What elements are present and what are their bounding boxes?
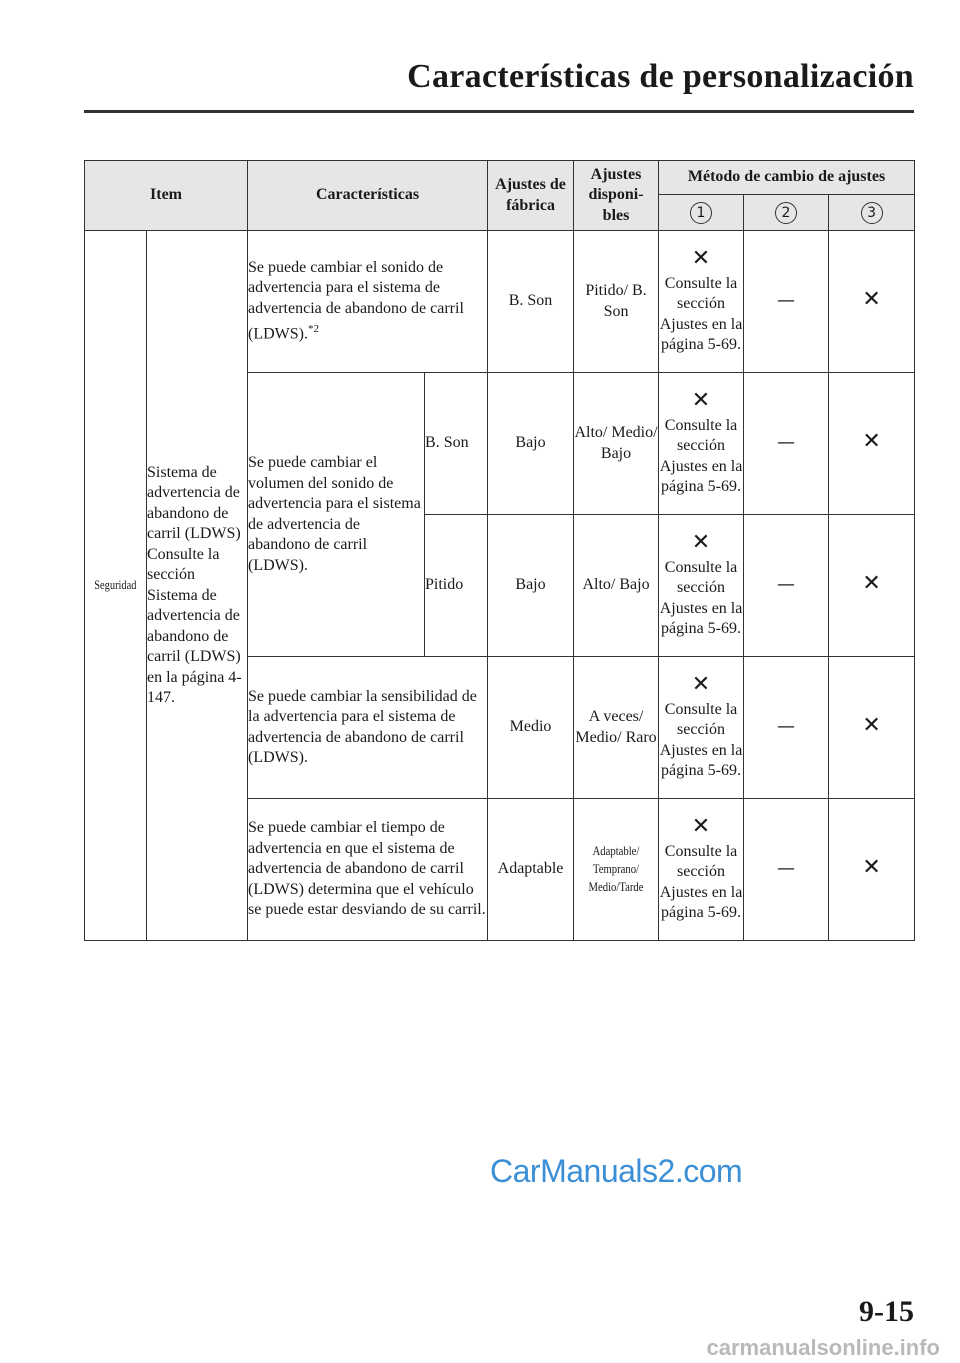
cross-icon: ✕ — [691, 529, 711, 555]
header-item: Item — [85, 161, 248, 231]
feature-cell: Se puede cambiar el volumen del sonido de advertencia para el sistema de advertencia de abandono de carril (LDWS). — [248, 373, 425, 657]
factory-cell: B. Son — [488, 231, 574, 373]
cross-icon: ✕ — [691, 387, 711, 413]
method-2-cell — [744, 373, 829, 515]
method-2-cell — [744, 515, 829, 657]
method-1-text: Consulte la sección Ajustes en la página 5-69. — [659, 558, 743, 637]
cross-icon: ✕ — [691, 245, 711, 271]
category-cell — [85, 231, 147, 941]
method-1-cell — [659, 657, 744, 799]
available-cell: Pitido/ B. Son — [574, 231, 659, 373]
header-ajustes-fabrica: Ajustes de fábrica — [488, 161, 574, 231]
available-text: Adaptable/ Temprano/ Medio/Tarde — [588, 842, 644, 894]
factory-cell: Medio — [488, 657, 574, 799]
dash-icon: — — [777, 857, 796, 879]
header-method-2 — [744, 195, 829, 231]
method-1-cell — [659, 231, 744, 373]
available-cell: Alto/ Bajo — [574, 515, 659, 657]
method-2-cell — [744, 799, 829, 941]
subtype-cell: Pitido — [425, 515, 488, 657]
footer-watermark: carmanualsonline.info — [706, 1335, 940, 1360]
title-divider — [84, 110, 914, 113]
method-1-cell — [659, 799, 744, 941]
feature-text: Se puede cambiar el sonido de advertencia para el sistema de advertencia de abandono de carril (LDWS). — [248, 258, 464, 343]
dash-icon: — — [777, 431, 796, 453]
feature-cell: Se puede cambiar el tiempo de advertencia en que el sistema de advertencia de abandono de carril (LDWS) determina que el vehículo se puede estar desviando de su carril. — [248, 799, 488, 941]
method-1-text: Consulte la sección Ajustes en la página 5-69. — [659, 842, 743, 921]
feature-cell — [248, 231, 488, 373]
circled-three-icon: 3 — [861, 202, 883, 224]
cross-icon: ✕ — [862, 429, 881, 455]
cross-icon: ✕ — [862, 855, 881, 881]
cross-icon: ✕ — [862, 713, 881, 739]
header-caracteristicas: Características — [248, 161, 488, 231]
subtype-cell: B. Son — [425, 373, 488, 515]
method-1-text: Consulte la sección Ajustes en la página 5-69. — [659, 416, 743, 495]
factory-cell: Bajo — [488, 373, 574, 515]
watermark-text: CarManuals2.com — [490, 1153, 743, 1189]
method-2-cell — [744, 231, 829, 373]
header-method-1 — [659, 195, 744, 231]
cross-icon: ✕ — [691, 813, 711, 839]
dash-icon: — — [777, 289, 796, 311]
header-method-3 — [829, 195, 915, 231]
method-1-text: Consulte la sección Ajustes en la página 5-69. — [659, 274, 743, 353]
available-cell: A veces/ Medio/ Raro — [574, 657, 659, 799]
available-cell — [574, 799, 659, 941]
factory-cell: Bajo — [488, 515, 574, 657]
dash-icon: — — [777, 715, 796, 737]
footnote-marker: *2 — [308, 323, 319, 336]
category-label: Seguridad — [94, 577, 137, 593]
circled-one-icon: 1 — [690, 202, 712, 224]
method-1-cell — [659, 373, 744, 515]
table-row — [85, 231, 915, 373]
page-title: Características de personalización — [407, 58, 914, 95]
method-3-cell — [829, 231, 915, 373]
dash-icon: — — [777, 573, 796, 595]
cross-icon: ✕ — [862, 571, 881, 597]
factory-cell: Adaptable — [488, 799, 574, 941]
method-1-text: Consulte la sección Ajustes en la página 5-69. — [659, 700, 743, 779]
cross-icon: ✕ — [691, 671, 711, 697]
item-description: Sistema de advertencia de abandono de carril (LDWS) Consulte la sección Sistema de advertencia de abandono de carril (LDWS) en la página 4-147. — [147, 463, 242, 706]
circled-two-icon: 2 — [775, 202, 797, 224]
item-desc-cell — [147, 231, 248, 941]
feature-cell: Se puede cambiar la sensibilidad de la advertencia para el sistema de advertencia de abandono de carril (LDWS). — [248, 657, 488, 799]
cross-icon: ✕ — [862, 287, 881, 313]
header-ajustes-disponibles: Ajustes disponi- bles — [574, 161, 659, 231]
method-2-cell — [744, 657, 829, 799]
method-3-cell — [829, 515, 915, 657]
method-3-cell — [829, 657, 915, 799]
method-1-cell — [659, 515, 744, 657]
settings-table — [84, 160, 915, 941]
page-number: 9-15 — [859, 1295, 914, 1328]
method-3-cell — [829, 373, 915, 515]
header-metodo: Método de cambio de ajustes — [659, 161, 915, 195]
method-3-cell — [829, 799, 915, 941]
available-cell: Alto/ Medio/ Bajo — [574, 373, 659, 515]
